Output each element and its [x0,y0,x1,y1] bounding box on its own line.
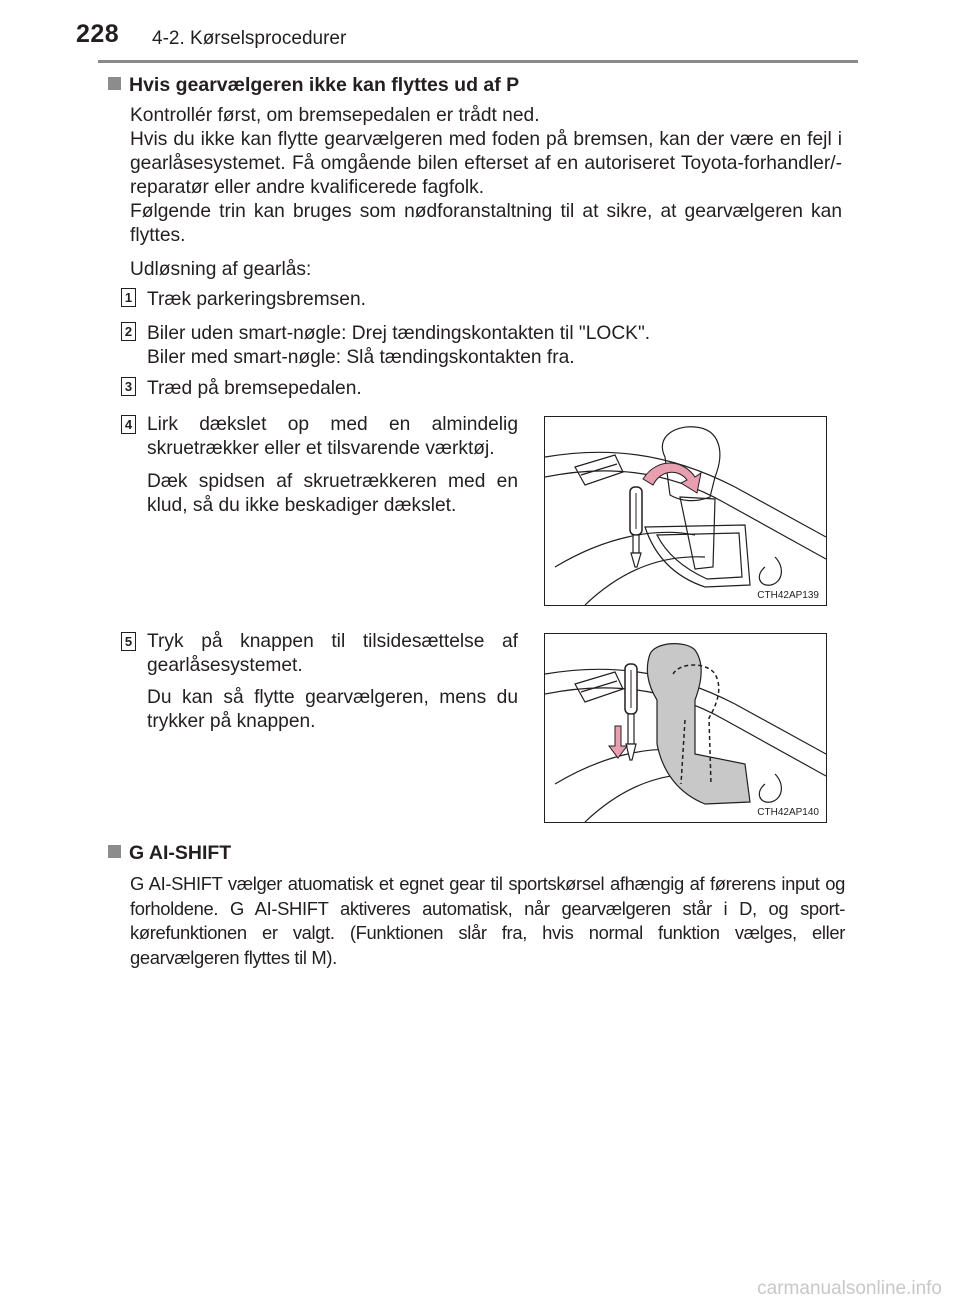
step-2-text-line2: Biler med smart-nøgle: Slå tændingskontakten fra. [147,347,575,368]
paragraph-release-heading: Udløsning af gearlås: [130,259,312,280]
watermark-text: carmanualsonline.info [757,1278,942,1299]
bullet-square-icon [108,77,121,90]
page-number: 228 [76,20,120,48]
step-number-badge: 3 [121,377,136,396]
section-heading-ai-shift [108,842,231,865]
step-4-text: Lirk dækslet op med en almindelig skruetrækker eller et tilsvarende værktøj. [147,414,518,460]
figure-code: CTH42AP139 [757,590,819,601]
step-4-note: Dæk spidsen af skruetrækkeren med en klud, så du ikke beskadiger dækslet. [147,471,518,517]
step-number-badge: 1 [121,288,136,307]
step-3-text: Træd på bremsepedalen. [147,378,362,399]
figure-code: CTH42AP140 [757,807,819,818]
bullet-square-icon [108,845,121,858]
paragraph-check-brake: Kontrollér først, om bremsepedalen er trådt ned. [130,105,540,126]
paragraph-shift-lock-fault: Hvis du ikke kan flytte gearvælgeren med foden på bremsen, kan der være en fejl i gearlåsesystemet. Få omgående bilen efterset af en autoriseret Toyota-forhandler/-reparatør eller andre kvalificerede fagfolk. [130,129,842,199]
press-down-arrow-icon [609,726,627,758]
step-5-text: Tryk på knappen til tilsidesættelse af gearlåsesystemet. [147,631,518,677]
paragraph-emergency-measure: Følgende trin kan bruges som nødforanstaltning til at sikre, at gearvælgeren kan flyttes. [130,201,842,247]
screwdriver-icon [630,487,642,567]
paragraph-ai-shift: G AI-SHIFT vælger atuomatisk et egnet gear til sportskørsel afhængig af førerens input og forholdene. G AI-SHIFT aktiveres automatisk, når gearvælgeren står i D, og sport-kørefunktionen er valgt. (Funktionen slår fra, hvis normal funktion vælges, eller gearvælgeren flyttes til M). [130,873,845,968]
section-heading-text: Hvis gearvælgeren ikke kan flyttes ud af P [129,74,520,96]
step-number-badge: 2 [121,322,136,341]
step-number-badge: 4 [121,415,136,434]
section-heading-shift-lock [108,74,519,97]
step-2-text-line1: Biler uden smart-nøgle: Drej tændingskontakten til "LOCK". [147,323,651,344]
gear-lever-shaded-icon [647,644,750,804]
figure-pry-cover [544,416,827,606]
shift-console-illustration [545,634,826,822]
section-heading-text: G AI-SHIFT [129,842,232,864]
step-5-note: Du kan så flytte gearvælgeren, mens du trykker på knappen. [147,687,518,733]
step-number-badge: 5 [121,632,136,651]
header-divider [98,60,858,63]
figure-press-override-button [544,633,827,823]
step-1-text: Træk parkeringsbremsen. [147,289,366,310]
shift-console-illustration [545,417,826,605]
pry-direction-arrow-icon [643,463,701,493]
chapter-title: 4-2. Kørselsprocedurer [152,28,347,49]
